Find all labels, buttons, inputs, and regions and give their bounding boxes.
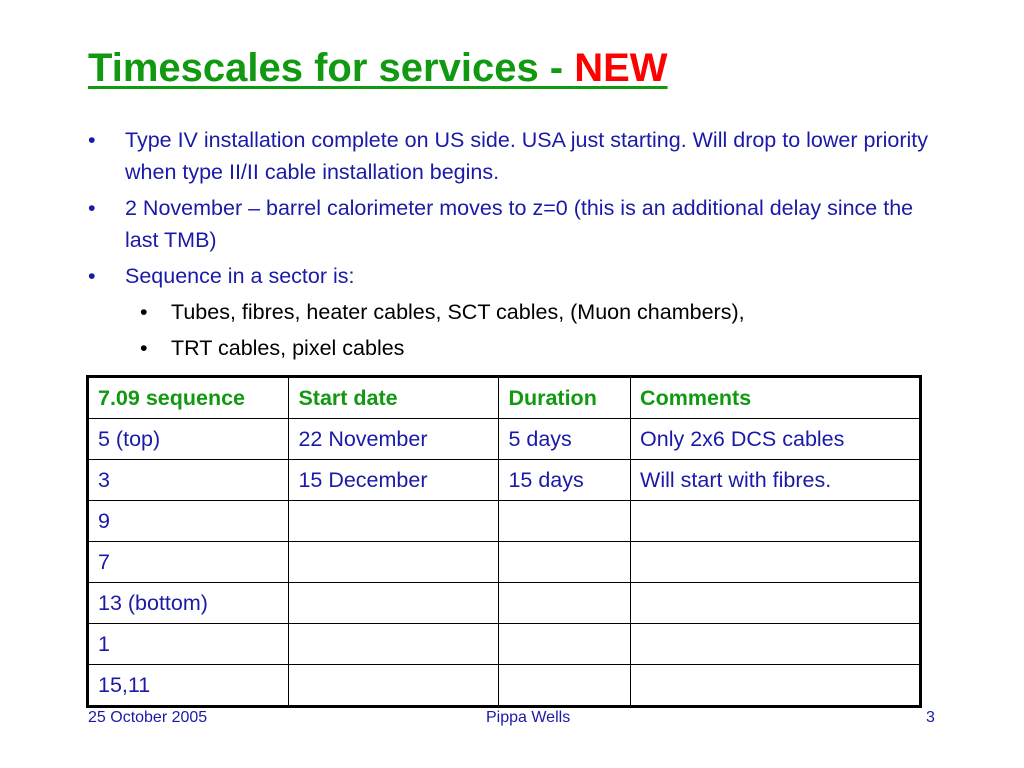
cell-comments: Only 2x6 DCS cables [631,419,921,460]
bullet-marker: • [88,264,96,288]
cell-duration: 5 days [499,419,631,460]
bullet-marker: • [140,300,148,324]
cell-duration [499,542,631,583]
cell-start-date [289,501,499,542]
cell-duration [499,501,631,542]
table-header-row [88,377,921,419]
cell-sequence: 1 [88,624,289,665]
footer-date: 25 October 2005 [88,709,208,726]
cell-start-date: 15 December [289,460,499,501]
slide-title-highlight: NEW [574,46,668,90]
bullet-item [0,124,940,188]
bullet-marker: • [88,196,96,220]
sub-bullet-item [0,296,951,328]
table-row [88,583,921,624]
bullet-item [0,192,940,256]
cell-duration [499,624,631,665]
table-row [88,419,921,460]
column-header-duration: Duration [499,377,631,419]
cell-comments [631,542,921,583]
sub-bullet-item [0,332,951,364]
cell-sequence: 15,11 [88,665,289,707]
cell-sequence: 9 [88,501,289,542]
cell-comments [631,583,921,624]
column-header-comments: Comments [631,377,921,419]
slide-title [88,46,668,91]
cell-sequence: 7 [88,542,289,583]
cell-start-date: 22 November [289,419,499,460]
table-row [88,624,921,665]
cell-comments [631,624,921,665]
cell-start-date [289,624,499,665]
column-header-sequence: 7.09 sequence [88,377,289,419]
footer-page-number: 3 [926,709,935,726]
cell-start-date [289,583,499,624]
cell-sequence: 5 (top) [88,419,289,460]
bullet-marker: • [88,128,96,152]
table-row [88,542,921,583]
sequence-table [86,375,922,708]
cell-sequence: 13 (bottom) [88,583,289,624]
column-header-start-date: Start date [289,377,499,419]
bullet-text: Sequence in a sector is: [125,264,355,288]
cell-comments: Will start with fibres. [631,460,921,501]
table-row [88,665,921,707]
table-row [88,501,921,542]
bullet-marker: • [140,336,148,360]
table-row [88,460,921,501]
bullet-item [0,260,940,292]
cell-duration: 15 days [499,460,631,501]
cell-duration [499,583,631,624]
cell-comments [631,665,921,707]
bullet-text: TRT cables, pixel cables [171,336,405,360]
cell-comments [631,501,921,542]
bullet-text: 2 November – barrel calorimeter moves to z=0 (this is an additional delay since the last TMB) [125,196,914,252]
bullet-list [0,124,1024,368]
bullet-text: Tubes, fibres, heater cables, SCT cables, (Muon chambers), [171,300,745,324]
cell-sequence: 3 [88,460,289,501]
cell-duration [499,665,631,707]
cell-start-date [289,665,499,707]
cell-start-date [289,542,499,583]
footer-author: Pippa Wells [486,709,571,726]
slide-title-text: Timescales for services - [88,46,575,90]
bullet-text: Type IV installation complete on US side. USA just starting. Will drop to lower priority when type II/II cable installation begins. [125,128,929,184]
